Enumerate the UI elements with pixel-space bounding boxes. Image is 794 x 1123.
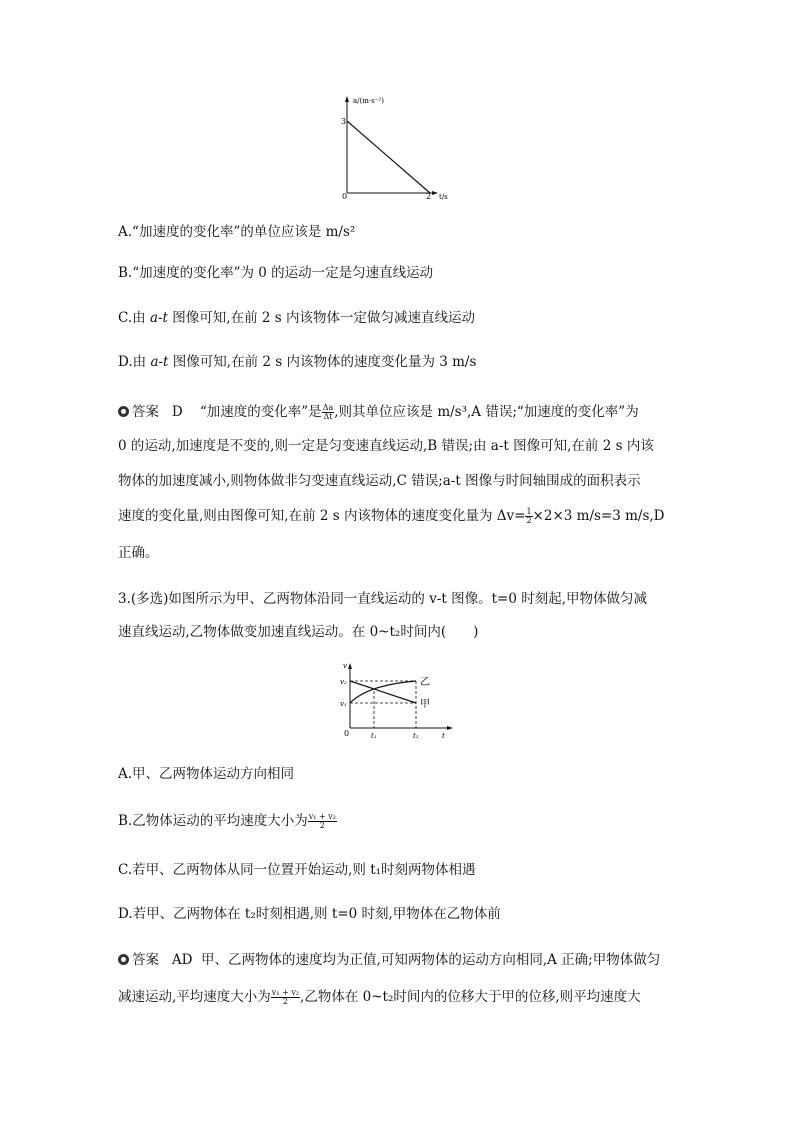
t-axis-label: t — [442, 732, 445, 740]
answer-letter: AD — [171, 952, 193, 968]
answer-label: 答案 — [132, 952, 159, 968]
fraction — [525, 508, 532, 525]
q2-answer-line-1 — [118, 402, 639, 422]
q3-option-b — [118, 811, 337, 831]
t2-label: t₂ — [413, 732, 419, 740]
q2-answer-line-3: 物体的加速度减小,则物体做非匀变速直线运动,C 错误;a-t 图像与时间轴围成的面积表示 — [118, 473, 641, 489]
q2-option-d-post: 图像可知,在前 2 s 内该物体的速度变化量为 3 m/s — [168, 354, 477, 370]
q2-answer-line-5: 正确。 — [118, 545, 159, 561]
fraction-denominator: Δt — [323, 412, 333, 421]
fraction-denominator: 2 — [319, 821, 325, 830]
origin-label: 0 — [344, 729, 350, 738]
jia-label: 甲 — [420, 699, 430, 710]
answer-label: 答案 — [132, 404, 159, 420]
answer-text: 减速运动,平均速度大小为 — [118, 989, 271, 1005]
v-t-graph — [338, 660, 468, 745]
v1-label: v₁ — [340, 700, 347, 708]
fraction — [308, 813, 337, 830]
q2-answer-line-2: 0 的运动,加速度是不变的,则一定是匀变速直线运动,B 错误;由 a-t 图像可知,在前 2 s 内该 — [118, 438, 654, 454]
origin-label: 0 — [342, 192, 348, 201]
q3-answer-line-2 — [118, 987, 641, 1007]
fraction-numerator: v₁ + v₂ — [271, 988, 300, 997]
a-axis-label: a/(m·s⁻²) — [353, 97, 384, 105]
answer-icon — [118, 406, 129, 417]
q3-answer-line-1 — [118, 950, 660, 970]
fraction-numerator: 1 — [526, 507, 532, 516]
q3-option-d: D.若甲、乙两物体在 t₂时刻相遇,则 t=0 时刻,甲物体在乙物体前 — [118, 906, 501, 922]
q2-option-c-post: 图像可知,在前 2 s 内该物体一定做匀减速直线运动 — [167, 310, 475, 326]
t1-label: t₁ — [371, 732, 377, 740]
fraction — [271, 989, 300, 1006]
option-text: B.乙物体运动的平均速度大小为 — [118, 813, 308, 829]
answer-letter: D — [171, 404, 183, 420]
answer-text: ,乙物体在 0~t₂时间内的位移大于甲的位移,则平均速度大 — [300, 989, 641, 1005]
q2-option-c — [118, 308, 475, 328]
q2-answer-line-4 — [118, 506, 665, 526]
a-t-graph — [335, 93, 465, 203]
t-axis-label: t/s — [439, 193, 448, 201]
q2-option-b: B.“加速度的变化率”为 0 的运动一定是匀速直线运动 — [118, 265, 434, 281]
fraction-numerator: v₁ + v₂ — [308, 812, 336, 821]
q2-option-d — [118, 352, 476, 372]
fraction-denominator: 2 — [526, 516, 532, 525]
jia-line — [350, 681, 416, 703]
q2-option-d-pre: D.由 — [118, 354, 151, 370]
v2-label: v₂ — [340, 678, 347, 686]
q3-stem-line-1: 3.(多选)如图所示为甲、乙两物体沿同一直线运动的 v-t 图像。t=0 时刻起,甲物体做匀减 — [118, 591, 648, 607]
answer-text: ,则其单位应该是 m/s³,A 错误;“加速度的变化率”为 — [334, 404, 639, 420]
answer-text: “加速度的变化率”是 — [199, 404, 322, 420]
a-t-line — [347, 121, 430, 193]
q2-option-a: A.“加速度的变化率”的单位应该是 m/s² — [118, 224, 356, 240]
q2-option-c-at: a-t — [149, 310, 168, 326]
answer-text: ×2×3 m/s=3 m/s,D — [532, 508, 665, 524]
q3-option-a: A.甲、乙两物体运动方向相同 — [118, 766, 295, 782]
q3-option-c: C.若甲、乙两物体从同一位置开始运动,则 t₁时刻两物体相遇 — [118, 862, 476, 878]
fraction-denominator: 2 — [282, 997, 288, 1006]
q2-option-d-at: a-t — [150, 354, 169, 370]
answer-icon — [118, 954, 129, 965]
fraction — [322, 404, 335, 421]
a-tick-3: 3 — [341, 117, 347, 126]
yi-label: 乙 — [420, 677, 430, 688]
v-axis-label: v — [343, 662, 347, 670]
t-tick-2: 2 — [426, 192, 432, 201]
answer-text: 甲、乙两物体的速度均为正值,可知两物体的运动方向相同,A 正确;甲物体做匀 — [201, 952, 661, 968]
q2-option-c-pre: C.由 — [118, 310, 150, 326]
q3-stem-line-2: 速直线运动,乙物体做变加速直线运动。在 0~t₂时间内( ) — [118, 624, 479, 640]
fraction-numerator: Δa — [322, 403, 334, 412]
answer-text: 速度的变化量,则由图像可知,在前 2 s 内该物体的速度变化量为 Δv= — [118, 508, 526, 524]
